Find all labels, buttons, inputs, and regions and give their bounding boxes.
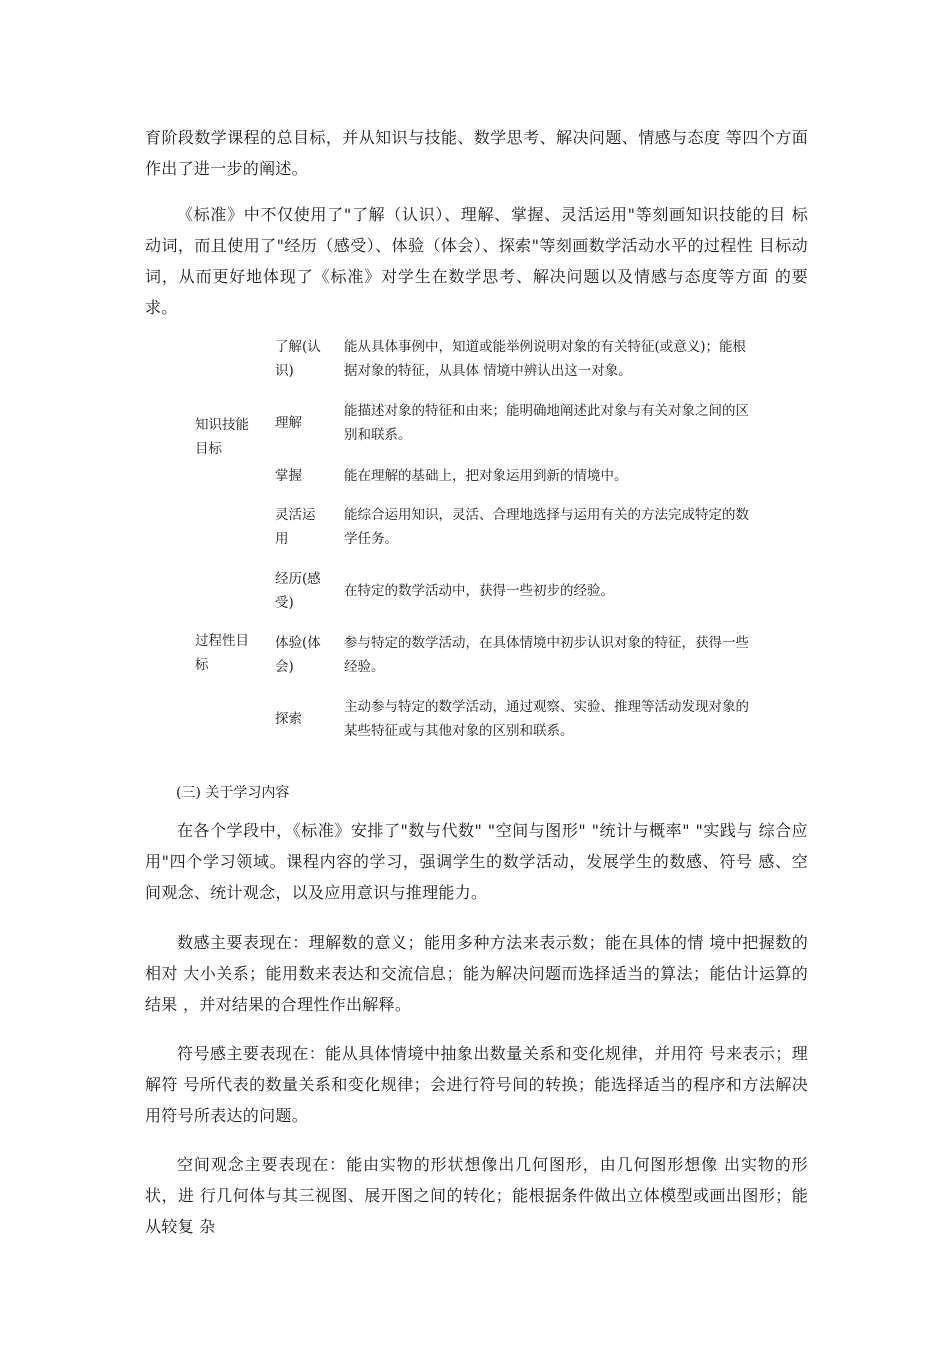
group-label-process: 过程性目标 <box>195 633 249 673</box>
section-heading: (三) 关于学习内容 <box>176 785 290 801</box>
symbol-sense-paragraph: 符号感主要表现在：能从具体情境中抽象出数量关系和变化规律，并用符 号来表示；理解符 号所代表的数量关系和变化规律；会进行符号间的转换；能选择适当的程序和方法解决用符号所表达的问题。 <box>145 1044 808 1125</box>
row-term: 探索 <box>275 711 302 727</box>
intro-paragraph-continued: 育阶段数学课程的总目标，并从知识与技能、数学思考、解决问题、情感与态度 等四个方面作出了进一步的阐述。 <box>145 128 808 178</box>
group-label-knowledge-skills: 知识技能目标 <box>195 417 249 457</box>
row-description: 能从具体事例中，知道或能举例说明对象的有关特征(或意义)；能根据对象的特征，从具体 情境中辨认出这一对象。 <box>344 339 747 379</box>
row-term: 掌握 <box>275 468 302 484</box>
row-description: 参与特定的数学活动，在具体情境中初步认识对象的特征，获得一些经验。 <box>344 635 749 675</box>
standard-verbs-paragraph: 《标准》中不仅使用了"了解（认识）、理解、掌握、灵活运用"等刻画知识技能的目 标动词，而且使用了"经历（感受）、体验（体会）、探索"等刻画数学活动水平的过程性 目标动词，从而更好地体现了《标准》对学生在数学思考、解决问题以及情感与态度等方面 的要求。 <box>145 205 808 317</box>
row-term: 理解 <box>275 415 302 431</box>
row-term: 经历(感受) <box>275 571 321 611</box>
row-description: 主动参与特定的数学活动，通过观察、实验、推理等活动发现对象的某些特征或与其他对象的区别和联系。 <box>344 699 749 739</box>
row-term: 体验(体会) <box>275 635 321 675</box>
row-description: 能描述对象的特征和由来；能明确地阐述此对象与有关对象之间的区别和联系。 <box>344 403 749 443</box>
spatial-concept-paragraph: 空间观念主要表现在：能由实物的形状想像出几何图形，由几何图形想像 出实物的形状，进 行几何体与其三视图、展开图之间的转化；能根据条件做出立体模型或画出图形；能从较复 杂 <box>145 1155 808 1236</box>
number-sense-paragraph: 数感主要表现在：理解数的意义；能用多种方法来表示数；能在具体的情 境中把握数的相对 大小关系；能用数来表达和交流信息；能为解决问题而选择适当的算法；能估计运算的结果 ，并对结果的合理性作出解释。 <box>145 933 808 1014</box>
row-term: 灵活运用 <box>275 507 316 547</box>
row-description: 在特定的数学活动中，获得一些初步的经验。 <box>344 583 614 599</box>
row-description: 能在理解的基础上，把对象运用到新的情境中。 <box>344 468 628 484</box>
row-term: 了解(认识) <box>275 339 321 379</box>
learning-areas-paragraph: 在各个学段中，《标准》安排了"数与代数" "空间与图形" "统计与概率" "实践与 综合应用"四个学习领域。课程内容的学习，强调学生的数学活动，发展学生的数感、符号 感、空间观念、统计观念，以及应用意识与推理能力。 <box>145 821 808 902</box>
row-description: 能综合运用知识，灵活、合理地选择与运用有关的方法完成特定的数学任务。 <box>344 507 749 547</box>
